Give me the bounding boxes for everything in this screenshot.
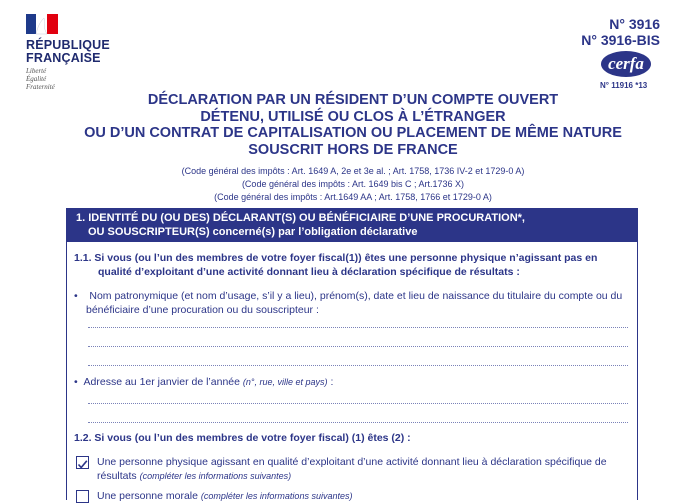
form-number-3916: N° 3916	[609, 16, 660, 32]
checkmark-icon	[77, 459, 88, 470]
republic-name: RÉPUBLIQUE FRANÇAISE	[26, 38, 110, 65]
option-exploitant-label: Une personne physique agissant en qualité d’exploitant d’une activité donnant lieu à déclaration spécifique de résultats (compléter les informations suivantes)	[97, 456, 607, 482]
bullet-icon: •	[74, 376, 78, 388]
legal-reference-1: (Code général des impôts : Art. 1649 A, 2e et 3e al. ; Art. 1758, 1736 IV-2 et 1729-0 A)	[181, 166, 525, 176]
address-field-label: • Adresse au 1er janvier de l’année (n°, rue, ville et pays) :	[74, 376, 334, 388]
cerfa-number: N° 11916 *13	[600, 81, 648, 90]
address-input-line-2[interactable]	[88, 422, 628, 423]
legal-reference-3: (Code général des impôts : Art.1649 AA ; Art. 1758, 1766 et 1729-0 A)	[214, 192, 492, 202]
option-personne-morale-label: Une personne morale (compléter les informations suivantes)	[97, 490, 353, 502]
address-input-line-1[interactable]	[88, 403, 628, 404]
form-title: DÉCLARATION PAR UN RÉSIDENT D’UN COMPTE OUVERT DÉTENU, UTILISÉ OU CLOS À L’ÉTRANGER OU D’UN CONTRAT DE CAPITALISATION OU PLACEMENT DE MÊME NATURE SOUSCRIT HORS DE FRANCE	[84, 92, 622, 158]
name-input-line-2[interactable]	[88, 346, 628, 347]
checkbox-personne-morale[interactable]	[76, 490, 89, 503]
question-1-2: 1.2. Si vous (ou l’un des membres de votre foyer fiscal) (1) êtes (2) :	[74, 432, 411, 444]
section-1-header: 1. IDENTITÉ DU (OU DES) DÉCLARANT(S) OU BÉNÉFICIAIRE D’UNE PROCURATION*, OU SOUSCRIPTEUR(S) concerné(s) par l’obligation déclarative	[66, 208, 638, 242]
form-number-3916-bis: N° 3916-BIS	[581, 32, 660, 48]
bullet-icon: •	[74, 290, 78, 302]
checkbox-exploitant[interactable]	[76, 456, 89, 469]
question-1-1: 1.1. Si vous (ou l’un des membres de votre foyer fiscal(1)) êtes une personne physique n’agissant pas en qualité d’exploitant d’une activité donnant lieu à déclaration spécifique de résultats :	[74, 252, 598, 278]
legal-reference-2: (Code général des impôts : Art. 1649 bis C ; Art.1736 X)	[241, 179, 465, 189]
republic-motto: Liberté Égalité Fraternité	[26, 67, 55, 91]
name-field-label: • Nom patronymique (et nom d’usage, s’il y a lieu), prénom(s), date et lieu de naissance du titulaire du compte ou du bénéficiaire d’une procuration ou du souscripteur :	[74, 290, 623, 316]
name-input-line-1[interactable]	[88, 327, 628, 328]
marianne-flag-icon	[26, 10, 58, 38]
name-input-line-3[interactable]	[88, 365, 628, 366]
cerfa-logo: cerfa	[600, 50, 652, 78]
